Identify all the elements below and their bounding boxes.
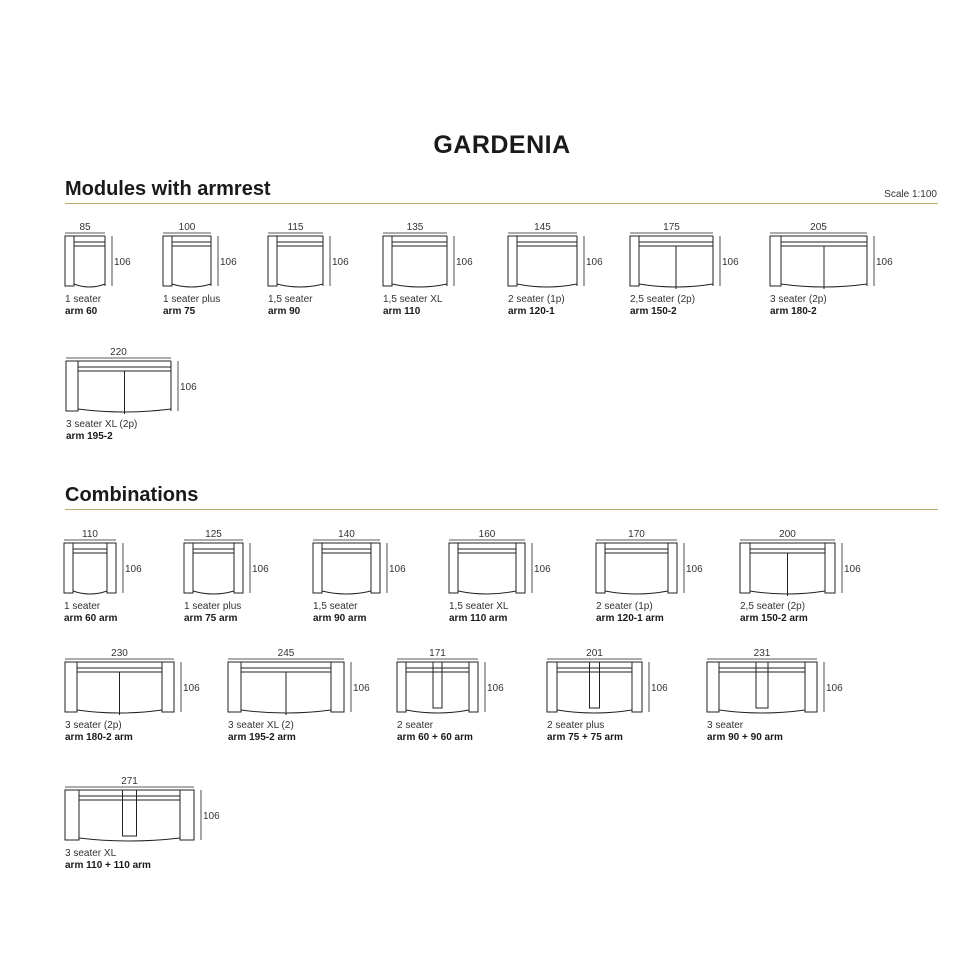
sofa-outline [184, 543, 243, 594]
module-arm-code: arm 90 [268, 306, 301, 317]
depth-label: 106 [252, 564, 269, 575]
depth-label: 106 [876, 257, 893, 268]
width-label: 171 [429, 648, 446, 659]
module-name: 1 seater plus [163, 294, 221, 305]
module-arm-code: arm 180-2 arm [65, 732, 133, 743]
sofa-outline [65, 236, 105, 287]
sofa-drawing [740, 529, 875, 597]
sofa-drawing [508, 222, 617, 290]
sofa-outline [508, 236, 577, 287]
width-label: 135 [406, 222, 424, 233]
sofa-outline [65, 662, 174, 715]
depth-label: 106 [686, 564, 703, 575]
depth-label: 106 [651, 683, 668, 694]
width-label: 125 [205, 529, 222, 540]
module-name: 2 seater (1p) [596, 601, 653, 612]
module-arm-code: arm 90 + 90 arm [707, 732, 783, 743]
module-name: 3 seater XL [65, 848, 117, 859]
width-label: 100 [178, 222, 196, 233]
width-label: 115 [287, 222, 304, 233]
depth-label: 106 [722, 257, 739, 268]
depth-label: 106 [203, 811, 220, 822]
sofa-outline [547, 662, 642, 713]
sofa-drawing [66, 347, 211, 415]
width-label: 160 [478, 529, 496, 540]
depth-label: 106 [586, 257, 603, 268]
sofa-drawing [313, 529, 420, 597]
section-title-combinations: Combinations [65, 484, 199, 506]
depth-label: 106 [125, 564, 142, 575]
sofa-drawing [596, 529, 717, 597]
module-name: 1,5 seater [313, 601, 358, 612]
width-label: 170 [628, 529, 645, 540]
sofa-outline [397, 662, 478, 713]
sofa-outline [740, 543, 835, 596]
module-name: 2 seater (1p) [508, 294, 565, 305]
module-arm-code: arm 150-2 arm [740, 613, 808, 624]
module-name: 3 seater (2p) [65, 720, 122, 731]
sofa-outline [596, 543, 677, 594]
sofa-outline [268, 236, 323, 287]
sofa-outline [707, 662, 817, 713]
module-name: 1 seater plus [184, 601, 242, 612]
width-label: 205 [810, 222, 827, 233]
module-arm-code: arm 60 arm [64, 613, 118, 624]
sofa-drawing [65, 776, 234, 844]
module-arm-code: arm 195-2 arm [228, 732, 296, 743]
module-name: 1 seater [65, 294, 102, 305]
module-arm-code: arm 60 + 60 arm [397, 732, 473, 743]
scale-label: Scale 1:100 [884, 189, 937, 200]
sofa-outline [630, 236, 713, 289]
sofa-drawing [268, 222, 363, 290]
depth-label: 106 [114, 257, 131, 268]
module-arm-code: arm 180-2 [770, 306, 817, 317]
module-arm-code: arm 110 + 110 arm [65, 860, 151, 871]
module-name: 2 seater plus [547, 720, 605, 731]
sofa-outline [163, 236, 211, 287]
module-arm-code: arm 90 arm [313, 613, 367, 624]
width-label: 175 [663, 222, 680, 233]
depth-label: 106 [332, 257, 349, 268]
module-arm-code: arm 110 [383, 306, 421, 317]
sofa-outline [64, 543, 116, 594]
width-label: 231 [753, 648, 771, 659]
sofa-drawing [228, 648, 384, 716]
module-name: 2,5 seater (2p) [740, 601, 806, 612]
module-name: 1,5 seater XL [383, 294, 443, 305]
width-label: 200 [779, 529, 796, 540]
sofa-drawing [547, 648, 682, 716]
depth-label: 106 [220, 257, 237, 268]
module-name: 2 seater [397, 720, 434, 731]
depth-label: 106 [826, 683, 843, 694]
sofa-outline [383, 236, 447, 287]
width-label: 201 [586, 648, 603, 659]
depth-label: 106 [180, 382, 197, 393]
page-title: GARDENIA [433, 131, 571, 159]
module-arm-code: arm 75 arm [184, 613, 238, 624]
module-arm-code: arm 75 [163, 306, 196, 317]
sofa-drawing [64, 529, 156, 597]
module-arm-code: arm 75 + 75 arm [547, 732, 623, 743]
section-divider-combinations [65, 509, 938, 510]
sofa-drawing [707, 648, 857, 716]
sofa-outline [770, 236, 867, 289]
module-name: 1,5 seater XL [449, 601, 509, 612]
width-label: 85 [79, 222, 91, 233]
module-arm-code: arm 195-2 [66, 431, 113, 442]
width-label: 140 [338, 529, 355, 540]
sofa-drawing [383, 222, 487, 290]
sofa-drawing [630, 222, 753, 290]
sofa-outline [66, 361, 171, 414]
section-divider-modules [65, 203, 938, 204]
depth-label: 106 [183, 683, 200, 694]
depth-label: 106 [389, 564, 406, 575]
width-label: 110 [82, 529, 98, 540]
depth-label: 106 [534, 564, 551, 575]
sofa-drawing [65, 648, 214, 716]
depth-label: 106 [456, 257, 473, 268]
section-title-modules: Modules with armrest [65, 178, 271, 200]
module-name: 2,5 seater (2p) [630, 294, 696, 305]
depth-label: 106 [353, 683, 370, 694]
sofa-drawing [163, 222, 251, 290]
module-arm-code: arm 120-1 arm [596, 613, 664, 624]
module-arm-code: arm 150-2 [630, 306, 677, 317]
width-label: 145 [534, 222, 551, 233]
width-label: 245 [277, 648, 295, 659]
module-arm-code: arm 60 [65, 306, 98, 317]
width-label: 230 [111, 648, 128, 659]
sofa-drawing [397, 648, 518, 716]
width-label: 271 [121, 776, 138, 787]
module-name: 3 seater (2p) [770, 294, 827, 305]
module-name: 3 seater XL (2p) [66, 419, 138, 430]
module-name: 1 seater [64, 601, 101, 612]
sofa-drawing [449, 529, 565, 597]
depth-label: 106 [844, 564, 861, 575]
sofa-outline [228, 662, 344, 715]
module-name: 3 seater XL (2) [228, 720, 294, 731]
module-arm-code: arm 120-1 [508, 306, 555, 317]
sofa-outline [449, 543, 525, 594]
module-name: 1,5 seater [268, 294, 313, 305]
sofa-outline [65, 790, 194, 841]
sofa-outline [313, 543, 380, 594]
depth-label: 106 [487, 683, 504, 694]
sofa-drawing [770, 222, 907, 290]
sofa-drawing [184, 529, 283, 597]
width-label: 220 [110, 347, 127, 358]
sofa-drawing [65, 222, 145, 290]
module-name: 3 seater [707, 720, 744, 731]
module-arm-code: arm 110 arm [449, 613, 508, 624]
